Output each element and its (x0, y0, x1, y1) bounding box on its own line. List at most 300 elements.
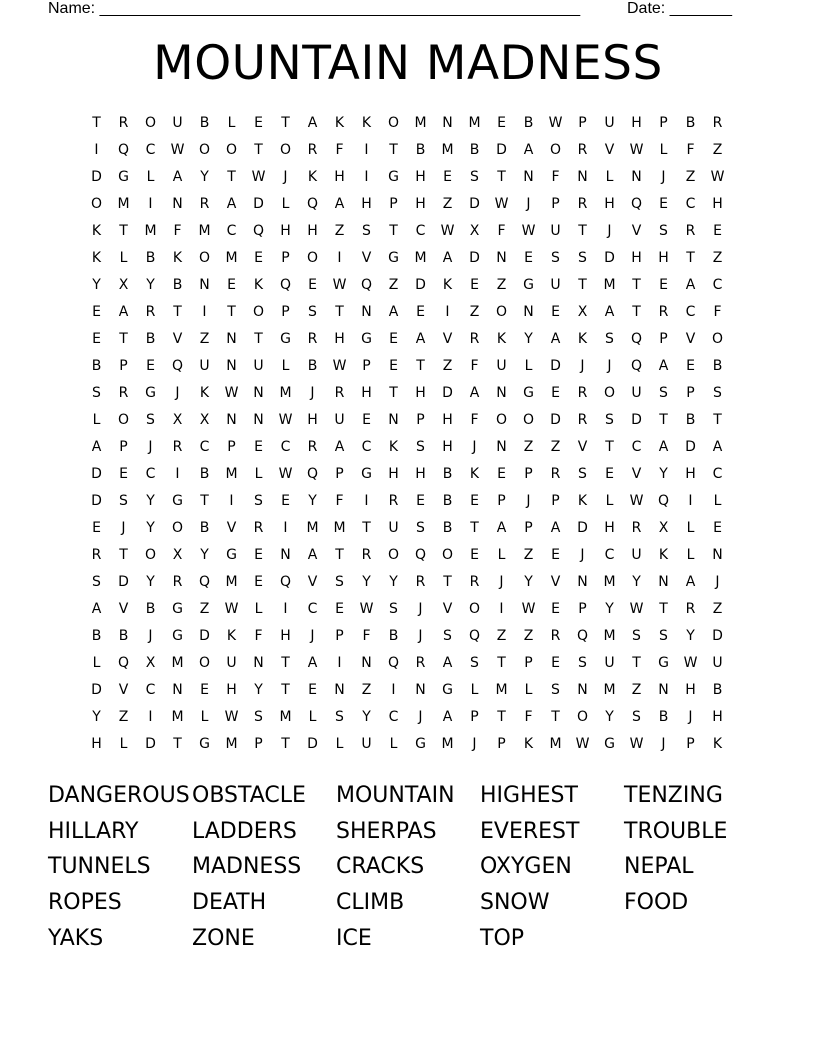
grid-letter: Z (712, 142, 723, 158)
grid-letter: N (658, 682, 669, 698)
grid-letter: T (335, 547, 344, 563)
grid-letter: M (225, 250, 238, 266)
grid-letter: Z (442, 358, 453, 374)
grid-letter: T (119, 331, 128, 347)
word-list-item: SNOW (480, 890, 550, 916)
grid-letter: A (496, 520, 507, 536)
grid-letter: I (337, 655, 342, 671)
word-list-item: LADDERS (192, 818, 297, 844)
grid-letter: M (549, 736, 562, 752)
grid-letter: W (521, 601, 536, 617)
grid-letter: J (418, 628, 423, 644)
grid-letter: T (200, 493, 209, 509)
grid-row (83, 353, 743, 380)
grid-letter: V (226, 520, 237, 536)
grid-row (83, 461, 743, 488)
grid-letter: R (469, 574, 480, 590)
grid-letter: U (604, 115, 615, 131)
grid-letter: P (416, 412, 425, 428)
grid-letter: K (172, 250, 183, 266)
grid-letter: A (415, 331, 426, 347)
grid-letter: B (199, 520, 210, 536)
grid-letter: A (91, 601, 102, 617)
grid-letter: V (361, 250, 372, 266)
grid-letter: W (251, 169, 266, 185)
grid-letter: B (712, 358, 723, 374)
grid-letter: A (442, 250, 453, 266)
grid-letter: S (335, 574, 344, 590)
grid-letter: Y (146, 277, 155, 293)
grid-letter: E (146, 358, 155, 374)
grid-letter: D (550, 412, 561, 428)
grid-letter: H (280, 223, 291, 239)
grid-letter: K (307, 169, 318, 185)
grid-letter: H (361, 385, 372, 401)
grid-letter: F (335, 142, 344, 158)
grid-letter: S (632, 709, 641, 725)
grid-letter: G (199, 736, 210, 752)
grid-row (83, 407, 743, 434)
grid-letter: T (632, 304, 641, 320)
grid-row (83, 488, 743, 515)
grid-letter: P (524, 466, 533, 482)
grid-letter: U (388, 520, 399, 536)
grid-letter: K (226, 628, 237, 644)
word-list-item: DANGEROUS (48, 783, 190, 808)
grid-letter: M (144, 223, 157, 239)
grid-letter: X (118, 277, 129, 293)
grid-row (83, 110, 743, 137)
grid-letter: X (577, 304, 588, 320)
word-list-item: ICE (336, 925, 372, 951)
grid-letter: Q (306, 196, 319, 212)
grid-letter: H (712, 196, 723, 212)
grid-letter: X (469, 223, 480, 239)
grid-row (83, 326, 743, 353)
grid-letter: S (605, 412, 614, 428)
grid-letter: L (119, 250, 128, 266)
grid-letter: D (550, 358, 561, 374)
grid-letter: L (524, 358, 533, 374)
grid-letter: T (632, 655, 641, 671)
grid-letter: V (631, 466, 642, 482)
grid-letter: P (227, 439, 236, 455)
grid-letter: C (604, 547, 615, 563)
grid-letter: C (685, 304, 696, 320)
grid-letter: R (253, 520, 264, 536)
grid-letter: B (712, 682, 723, 698)
grid-letter: O (90, 196, 103, 212)
grid-letter: S (308, 304, 317, 320)
grid-letter: Q (630, 331, 643, 347)
grid-letter: K (523, 736, 534, 752)
grid-letter: P (524, 520, 533, 536)
grid-letter: W (278, 466, 293, 482)
grid-letter: T (416, 358, 425, 374)
grid-letter: W (170, 142, 185, 158)
grid-letter: S (659, 223, 668, 239)
grid-letter: D (685, 439, 696, 455)
grid-letter: O (495, 304, 508, 320)
grid-letter: E (497, 115, 506, 131)
grid-letter: I (148, 709, 153, 725)
grid-letter: S (362, 223, 371, 239)
grid-letter: W (494, 196, 509, 212)
grid-letter: O (387, 547, 400, 563)
grid-letter: N (496, 385, 507, 401)
grid-letter: S (659, 385, 668, 401)
grid-letter: W (224, 709, 239, 725)
grid-letter: S (551, 682, 560, 698)
grid-letter: E (470, 547, 479, 563)
grid-letter: G (172, 493, 183, 509)
grid-letter: E (200, 682, 209, 698)
grid-letter: C (361, 439, 372, 455)
grid-letter: H (307, 223, 318, 239)
grid-letter: D (91, 493, 102, 509)
grid-letter: G (388, 169, 399, 185)
grid-letter: J (418, 601, 423, 617)
grid-letter: E (551, 547, 560, 563)
grid-letter: Q (468, 628, 481, 644)
grid-letter: Z (361, 682, 372, 698)
grid-letter: Y (254, 682, 263, 698)
grid-letter: K (577, 493, 588, 509)
grid-letter: Y (146, 493, 155, 509)
grid-letter: G (118, 169, 129, 185)
word-list-item: ZONE (192, 925, 255, 951)
grid-letter: S (578, 466, 587, 482)
grid-letter: C (145, 142, 156, 158)
grid-letter: B (172, 277, 183, 293)
grid-letter: V (307, 574, 318, 590)
grid-letter: N (712, 547, 723, 563)
grid-letter: N (253, 412, 264, 428)
grid-letter: D (631, 412, 642, 428)
grid-letter: R (172, 574, 183, 590)
grid-letter: E (308, 277, 317, 293)
grid-letter: E (551, 385, 560, 401)
grid-letter: G (442, 682, 453, 698)
grid-letter: Z (199, 601, 210, 617)
grid-letter: N (361, 655, 372, 671)
grid-letter: W (440, 223, 455, 239)
grid-letter: L (713, 493, 722, 509)
grid-letter: L (92, 412, 101, 428)
grid-letter: S (389, 601, 398, 617)
grid-letter: D (118, 574, 129, 590)
grid-letter: U (604, 655, 615, 671)
grid-letter: L (254, 466, 263, 482)
grid-letter: N (253, 385, 264, 401)
grid-letter: S (443, 628, 452, 644)
grid-letter: N (496, 439, 507, 455)
grid-letter: E (92, 304, 101, 320)
grid-letter: Y (524, 331, 533, 347)
grid-letter: Q (279, 574, 292, 590)
grid-letter: H (388, 466, 399, 482)
grid-letter: M (603, 682, 616, 698)
grid-letter: W (224, 601, 239, 617)
grid-letter: Z (496, 628, 507, 644)
grid-letter: E (497, 466, 506, 482)
grid-letter: U (550, 223, 561, 239)
grid-letter: E (659, 196, 668, 212)
grid-letter: J (715, 574, 720, 590)
grid-letter: J (175, 385, 180, 401)
grid-letter: Z (712, 601, 723, 617)
grid-letter: R (199, 196, 210, 212)
grid-letter: B (118, 628, 129, 644)
grid-letter: G (388, 250, 399, 266)
grid-letter: T (281, 682, 290, 698)
grid-letter: O (171, 520, 184, 536)
grid-letter: S (578, 250, 587, 266)
grid-letter: P (281, 250, 290, 266)
grid-letter: S (578, 655, 587, 671)
grid-letter: Y (524, 574, 533, 590)
grid-letter: C (145, 682, 156, 698)
word-list-item: SHERPAS (336, 818, 437, 844)
grid-letter: F (497, 223, 506, 239)
grid-letter: P (578, 601, 587, 617)
grid-letter: M (468, 115, 481, 131)
grid-letter: T (659, 412, 668, 428)
grid-letter: T (578, 277, 587, 293)
grid-letter: B (685, 115, 696, 131)
grid-letter: K (388, 439, 399, 455)
grid-letter: M (171, 655, 184, 671)
grid-letter: T (497, 655, 506, 671)
grid-letter: P (659, 115, 668, 131)
grid-row (83, 434, 743, 461)
word-list (48, 778, 768, 956)
grid-letter: J (580, 358, 585, 374)
grid-letter: T (254, 331, 263, 347)
grid-letter: E (227, 277, 236, 293)
grid-letter: E (605, 466, 614, 482)
grid-letter: M (225, 466, 238, 482)
grid-letter: D (91, 682, 102, 698)
grid-letter: M (225, 736, 238, 752)
grid-letter: K (442, 277, 453, 293)
grid-letter: W (332, 277, 347, 293)
grid-letter: N (523, 304, 534, 320)
grid-letter: Z (118, 709, 129, 725)
grid-letter: L (605, 169, 614, 185)
grid-letter: G (523, 277, 534, 293)
grid-letter: O (252, 304, 265, 320)
grid-letter: S (416, 520, 425, 536)
grid-letter: S (146, 412, 155, 428)
grid-letter: M (171, 709, 184, 725)
grid-letter: M (603, 574, 616, 590)
word-list-item: TOP (480, 925, 525, 951)
grid-letter: H (361, 196, 372, 212)
grid-letter: L (227, 115, 236, 131)
grid-letter: J (526, 493, 531, 509)
word-list-item: CLIMB (336, 890, 405, 916)
grid-letter: O (144, 547, 157, 563)
grid-letter: M (495, 682, 508, 698)
grid-letter: I (283, 601, 288, 617)
grid-letter: Y (659, 466, 668, 482)
grid-letter: N (523, 169, 534, 185)
grid-letter: O (711, 331, 724, 347)
grid-letter: B (307, 358, 318, 374)
grid-letter: S (254, 709, 263, 725)
grid-letter: M (198, 223, 211, 239)
grid-letter: A (442, 709, 453, 725)
grid-letter: H (712, 709, 723, 725)
grid-letter: N (496, 250, 507, 266)
grid-letter: M (441, 142, 454, 158)
grid-letter: M (603, 277, 616, 293)
grid-letter: N (658, 574, 669, 590)
grid-letter: T (173, 736, 182, 752)
grid-letter: I (337, 250, 342, 266)
grid-letter: E (470, 277, 479, 293)
grid-letter: E (551, 304, 560, 320)
grid-letter: D (604, 250, 615, 266)
grid-letter: L (308, 709, 317, 725)
grid-letter: A (685, 574, 696, 590)
grid-letter: M (279, 385, 292, 401)
grid-letter: R (361, 547, 372, 563)
grid-letter: J (148, 439, 153, 455)
grid-letter: A (442, 655, 453, 671)
grid-letter: Y (200, 169, 209, 185)
word-list-item: TUNNELS (48, 854, 151, 880)
grid-letter: T (551, 709, 560, 725)
grid-letter: O (306, 250, 319, 266)
grid-letter: B (199, 115, 210, 131)
grid-letter: W (575, 736, 590, 752)
grid-letter: C (199, 439, 210, 455)
grid-letter: K (253, 277, 264, 293)
grid-letter: M (279, 709, 292, 725)
grid-letter: I (364, 493, 369, 509)
grid-letter: T (578, 223, 587, 239)
grid-letter: H (442, 439, 453, 455)
grid-letter: J (661, 169, 666, 185)
grid-letter: M (306, 520, 319, 536)
grid-letter: J (121, 520, 126, 536)
grid-letter: T (281, 736, 290, 752)
word-list-item: EVEREST (480, 818, 580, 844)
grid-letter: G (523, 385, 534, 401)
grid-letter: U (550, 277, 561, 293)
grid-letter: A (307, 655, 318, 671)
grid-letter: N (577, 574, 588, 590)
grid-letter: R (469, 331, 480, 347)
grid-letter: T (470, 520, 479, 536)
grid-letter: Y (92, 277, 101, 293)
grid-letter: C (712, 277, 723, 293)
grid-letter: N (577, 682, 588, 698)
grid-row (83, 380, 743, 407)
grid-letter: R (388, 493, 399, 509)
grid-letter: I (499, 601, 504, 617)
grid-letter: Q (387, 655, 400, 671)
grid-letter: K (577, 331, 588, 347)
grid-letter: T (713, 412, 722, 428)
grid-letter: E (254, 439, 263, 455)
grid-letter: S (713, 385, 722, 401)
grid-letter: T (389, 223, 398, 239)
grid-letter: H (91, 736, 102, 752)
grid-letter: B (145, 331, 156, 347)
grid-letter: Z (199, 331, 210, 347)
grid-letter: Z (550, 439, 561, 455)
grid-letter: T (227, 169, 236, 185)
grid-letter: F (335, 493, 344, 509)
grid-letter: Z (685, 169, 696, 185)
grid-letter: L (146, 169, 155, 185)
grid-letter: Q (198, 574, 211, 590)
grid-letter: D (145, 736, 156, 752)
word-list-item: MOUNTAIN (336, 783, 455, 808)
grid-letter: A (307, 115, 318, 131)
grid-letter: T (92, 115, 101, 131)
grid-letter: E (389, 358, 398, 374)
grid-letter: S (254, 493, 263, 509)
grid-letter: M (225, 574, 238, 590)
grid-letter: T (281, 115, 290, 131)
grid-letter: M (414, 115, 427, 131)
grid-letter: A (550, 520, 561, 536)
grid-letter: I (364, 142, 369, 158)
grid-letter: J (661, 736, 666, 752)
grid-letter: V (442, 601, 453, 617)
grid-letter: Q (306, 466, 319, 482)
grid-letter: R (118, 385, 129, 401)
grid-letter: X (199, 412, 210, 428)
grid-letter: O (198, 655, 211, 671)
grid-row (83, 137, 743, 164)
grid-letter: C (226, 223, 237, 239)
grid-letter: K (496, 331, 507, 347)
grid-letter: Y (146, 574, 155, 590)
grid-letter: E (254, 115, 263, 131)
grid-row (83, 569, 743, 596)
grid-letter: F (713, 304, 722, 320)
grid-letter: W (710, 169, 725, 185)
grid-letter: O (279, 142, 292, 158)
grid-letter: P (119, 358, 128, 374)
grid-letter: J (310, 628, 315, 644)
grid-letter: E (551, 655, 560, 671)
grid-letter: L (254, 601, 263, 617)
grid-letter: O (117, 412, 130, 428)
grid-letter: R (577, 196, 588, 212)
word-list-item: DEATH (192, 890, 267, 916)
grid-letter: N (442, 115, 453, 131)
grid-row (83, 542, 743, 569)
grid-letter: E (389, 331, 398, 347)
grid-letter: Z (496, 277, 507, 293)
grid-letter: G (361, 466, 372, 482)
grid-letter: I (391, 682, 396, 698)
grid-letter: X (658, 520, 669, 536)
grid-letter: H (415, 466, 426, 482)
grid-letter: N (577, 169, 588, 185)
grid-letter: P (119, 439, 128, 455)
grid-row (83, 731, 743, 758)
page-title: MOUNTAIN MADNESS (153, 36, 663, 91)
grid-letter: H (685, 466, 696, 482)
grid-letter: A (658, 439, 669, 455)
